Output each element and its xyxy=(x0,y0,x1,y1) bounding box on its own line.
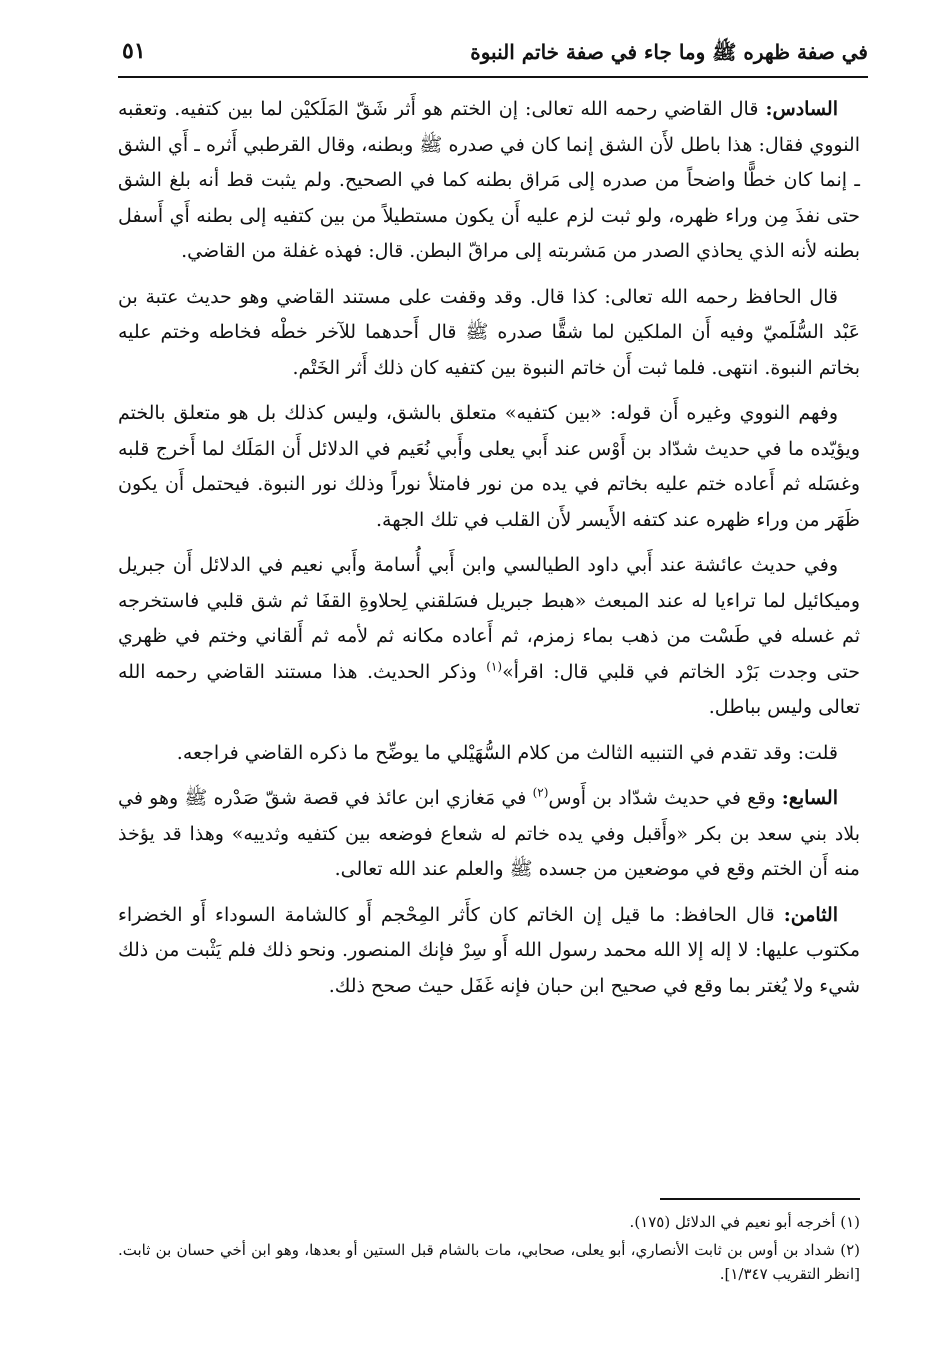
page-header xyxy=(118,30,868,76)
paragraph-text: وقع في حديث شدّاد بن أَوس xyxy=(548,787,782,809)
paragraph-aisha xyxy=(118,548,860,726)
paragraph-text: وفهم النووي وغيره أَن قوله: «بين كتفيه» متعلق بالشق، وليس كذلك بل هو متعلق بالختم ويؤيّده ما في حديث شدّاد بن أَوْس عند أَبي يعلى وأَبي نُعَيم في الدلائل أَن المَلَك لما أَخرج قلبه وغسَله ثم أَعاده ختم عليه بخاتم في يده من نور فامتلأ نوراً وذلك نور النبوة. فيحتمل أَن يكون ظَهَر من وراء ظهره عند كتفه الأَيسر لأَن القلب في تلك الجهة. xyxy=(118,402,860,531)
paragraph-text-tail: في مَغازي ابن عائذ في قصة شقّ صَدْره ﷺ وهو في بلاد بني سعد بن بكر «وأَقبل وفي يده خاتم له شعاع فوضعه بين كتفيه وثدييه» وهذا قد يؤخذ منه أَن الختم وقع في موضعين من جسده ﷺ والعلم عند الله تعالى. xyxy=(118,787,860,880)
paragraph-text-tail: وذكر الحديث. هذا مستند القاضي رحمه الله تعالى وليس بباطل. xyxy=(118,660,860,718)
footnotes xyxy=(118,1210,860,1290)
footnote-1: (١) أخرجه أبو نعيم في الدلائل (١٧٥). xyxy=(629,1213,860,1231)
paragraph-text: قال الحافظ: ما قيل إن الخاتم كان كأَثر المِحْجم أَو كالشامة السوداء أَو الخضراء مكتوب عليها: لا إله إلا الله محمد رسول الله أَو سِرْ فإنك المنصور. ونحو ذلك فلم يَثْبت من ذلك شيء ولا يُغتر بما وقع في صحيح ابن حبان فإنه غَفَل حيث صحح ذلك. xyxy=(118,903,860,997)
paragraph-hafiz xyxy=(118,280,860,387)
paragraph-lead: السادس: xyxy=(765,98,838,120)
paragraph-text: وفي حديث عائشة عند أَبي داود الطيالسي وابن أَبي أُسامة وأَبي نعيم في الدلائل أَن جبريل وميكائيل لما تراءيا له عند المبعث «هبط جبريل فسَلقني لِحلاوةِ القفَا ثم شق قلبي فاستخرجه ثم غسله في طَسْت من ذهب بماء زمزم، ثم أَعاده مكانه ثم لأمه ثم أَلقاني وختم في ظهري حتى وجدت بَرْد الخاتم في قلبي قال: اقرأ» xyxy=(118,554,860,683)
paragraph-nawawi xyxy=(118,396,860,538)
main-text xyxy=(118,92,860,1014)
running-title: في صفة ظهره ﷺ وما جاء في صفة خاتم النبوة xyxy=(470,40,868,64)
header-rule xyxy=(118,76,868,78)
footnote-2: (٢) شداد بن أوس بن ثابت الأنصاري، أبو يعلى، صحابي، مات بالشام قبل الستين أو بعدها، وهو ابن أخي حسان بن ثابت. [انظر التقريب ١/٣٤٧]. xyxy=(118,1241,860,1283)
paragraph-text: قال القاضي رحمه الله تعالى: إن الختم هو أَثر شَقّ المَلَكيْن لما بين كتفيه. وتعقبه النووي فقال: هذا باطل لأَن الشق إنما كان في صدره ﷺ وبطنه، وقال القرطبي أَثره ـ أَي الشق ـ إنما كان خطًّا واضحاً من صدره إلى مَراق بطنه كما في الصحيح. ولم يثبت قط أنه بلغ الشق حتى نفذَ مِن وراء ظهره، ولو ثبت لزم عليه أَن يكون مستطيلاً من بين كتفيه إلى بطنه أَي أَسفل بطنه لأنه الذي يحاذي الصدر من مَشربته إلى مراقّ البطن. قال: فهذه غفلة من القاضي. xyxy=(118,98,860,262)
paragraph-sixth xyxy=(118,92,860,270)
footnote-reference[interactable]: (١) xyxy=(486,659,503,674)
paragraph-seventh xyxy=(118,781,860,888)
paragraph-text: قال الحافظ رحمه الله تعالى: كذا قال. وقد وقفت على مستند القاضي وهو حديث عتبة بن عَبْد السُّلَميّ وفيه أَن الملكين لما شقًّا صدره ﷺ قال أَحدهما للآخر خطْه فخاطه وختم عليه بخاتم النبوة. انتهى. فلما ثبت أَن خاتم النبوة بين كتفيه كان ذلك أَثر الخَتْم. xyxy=(118,285,860,379)
paragraph-text: قلت: وقد تقدم في التنبيه الثالث من كلام السُّهَيْلي ما يوضِّح ما ذكره القاضي فراجعه. xyxy=(176,741,838,764)
paragraph-eighth xyxy=(118,898,860,1005)
paragraph-note xyxy=(118,736,860,772)
page-number: ٥١ xyxy=(122,38,146,64)
paragraph-lead: الثامن: xyxy=(783,903,838,926)
footnote-rule xyxy=(660,1198,860,1200)
paragraph-lead: السابع: xyxy=(781,787,838,809)
footnote-reference[interactable]: (٢) xyxy=(532,785,549,800)
